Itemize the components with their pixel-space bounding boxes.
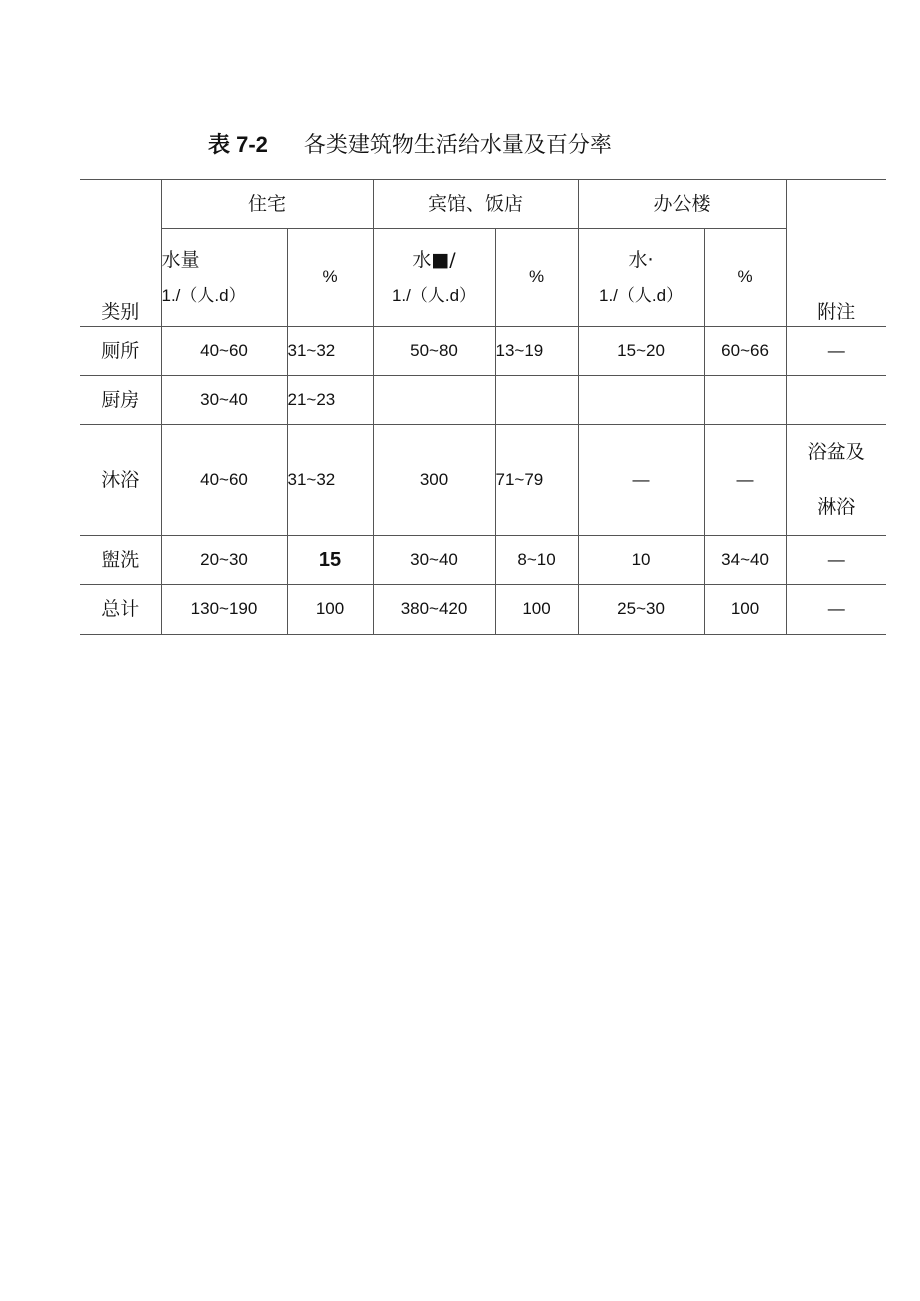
cell: 34~40 [704,536,786,585]
cell: 20~30 [161,536,287,585]
header-group-hotel: 宾馆、饭店 [373,180,578,229]
cell [704,376,786,425]
table-number: 表 7-2 [208,132,268,157]
header-category: 类别 [80,180,161,327]
cell: 30~40 [373,536,495,585]
cell: 15~20 [578,327,704,376]
header-pct-office: % [704,229,786,327]
cell: 130~190 [161,585,287,635]
cell: 21~23 [287,376,373,425]
row-name: 总计 [80,585,161,635]
header-water-office [578,229,704,327]
table-row [80,536,886,585]
cell [495,376,578,425]
cell-note: — [786,327,886,376]
header-label: 水量 [161,248,200,271]
row-name: 盥洗 [80,536,161,585]
cell: 25~30 [578,585,704,635]
cell: 31~32 [287,425,373,536]
header-pct-residential: % [287,229,373,327]
cell: 40~60 [161,327,287,376]
cell: 50~80 [373,327,495,376]
cell: 60~66 [704,327,786,376]
cell: 8~10 [495,536,578,585]
cell: 100 [495,585,578,635]
cell-note [786,376,886,425]
header-unit: 1./（人.d） [391,285,477,305]
cell: 30~40 [161,376,287,425]
cell: — [704,425,786,536]
cell: 100 [287,585,373,635]
cell: 15 [287,536,373,585]
header-note: 附注 [786,180,886,327]
cell: 40~60 [161,425,287,536]
table-row [80,585,886,635]
cell: 10 [578,536,704,585]
cell [373,376,495,425]
cell: — [578,425,704,536]
cell-note: — [786,585,886,635]
header-water-hotel [373,229,495,327]
header-label: 水■/ [412,248,456,271]
cell: 300 [373,425,495,536]
row-name: 沐浴 [80,425,161,536]
cell: 31~32 [287,327,373,376]
header-unit: 1./（人.d） [598,285,684,305]
cell: 71~79 [495,425,578,536]
table-row [80,425,886,536]
cell: 100 [704,585,786,635]
cell: 13~19 [495,327,578,376]
cell-note: — [786,536,886,585]
header-group-residential: 住宅 [161,180,373,229]
header-row-groups [80,180,886,229]
table-caption: 各类建筑物生活给水量及百分率 [303,133,612,158]
note-line: 淋浴 [817,496,856,518]
header-label: 水· [628,248,654,271]
cell [578,376,704,425]
cell: 380~420 [373,585,495,635]
header-unit: 1./（人.d） [161,285,246,305]
note-line: 浴盆及 [807,441,865,463]
header-group-office: 办公楼 [578,180,786,229]
table-title [208,128,612,159]
water-usage-table [80,179,886,635]
cell-note [786,425,886,536]
header-row-sub [80,229,886,327]
row-name: 厨房 [80,376,161,425]
table-row [80,376,886,425]
header-water-residential [161,229,287,327]
row-name: 厕所 [80,327,161,376]
table-row [80,327,886,376]
header-pct-hotel: % [495,229,578,327]
